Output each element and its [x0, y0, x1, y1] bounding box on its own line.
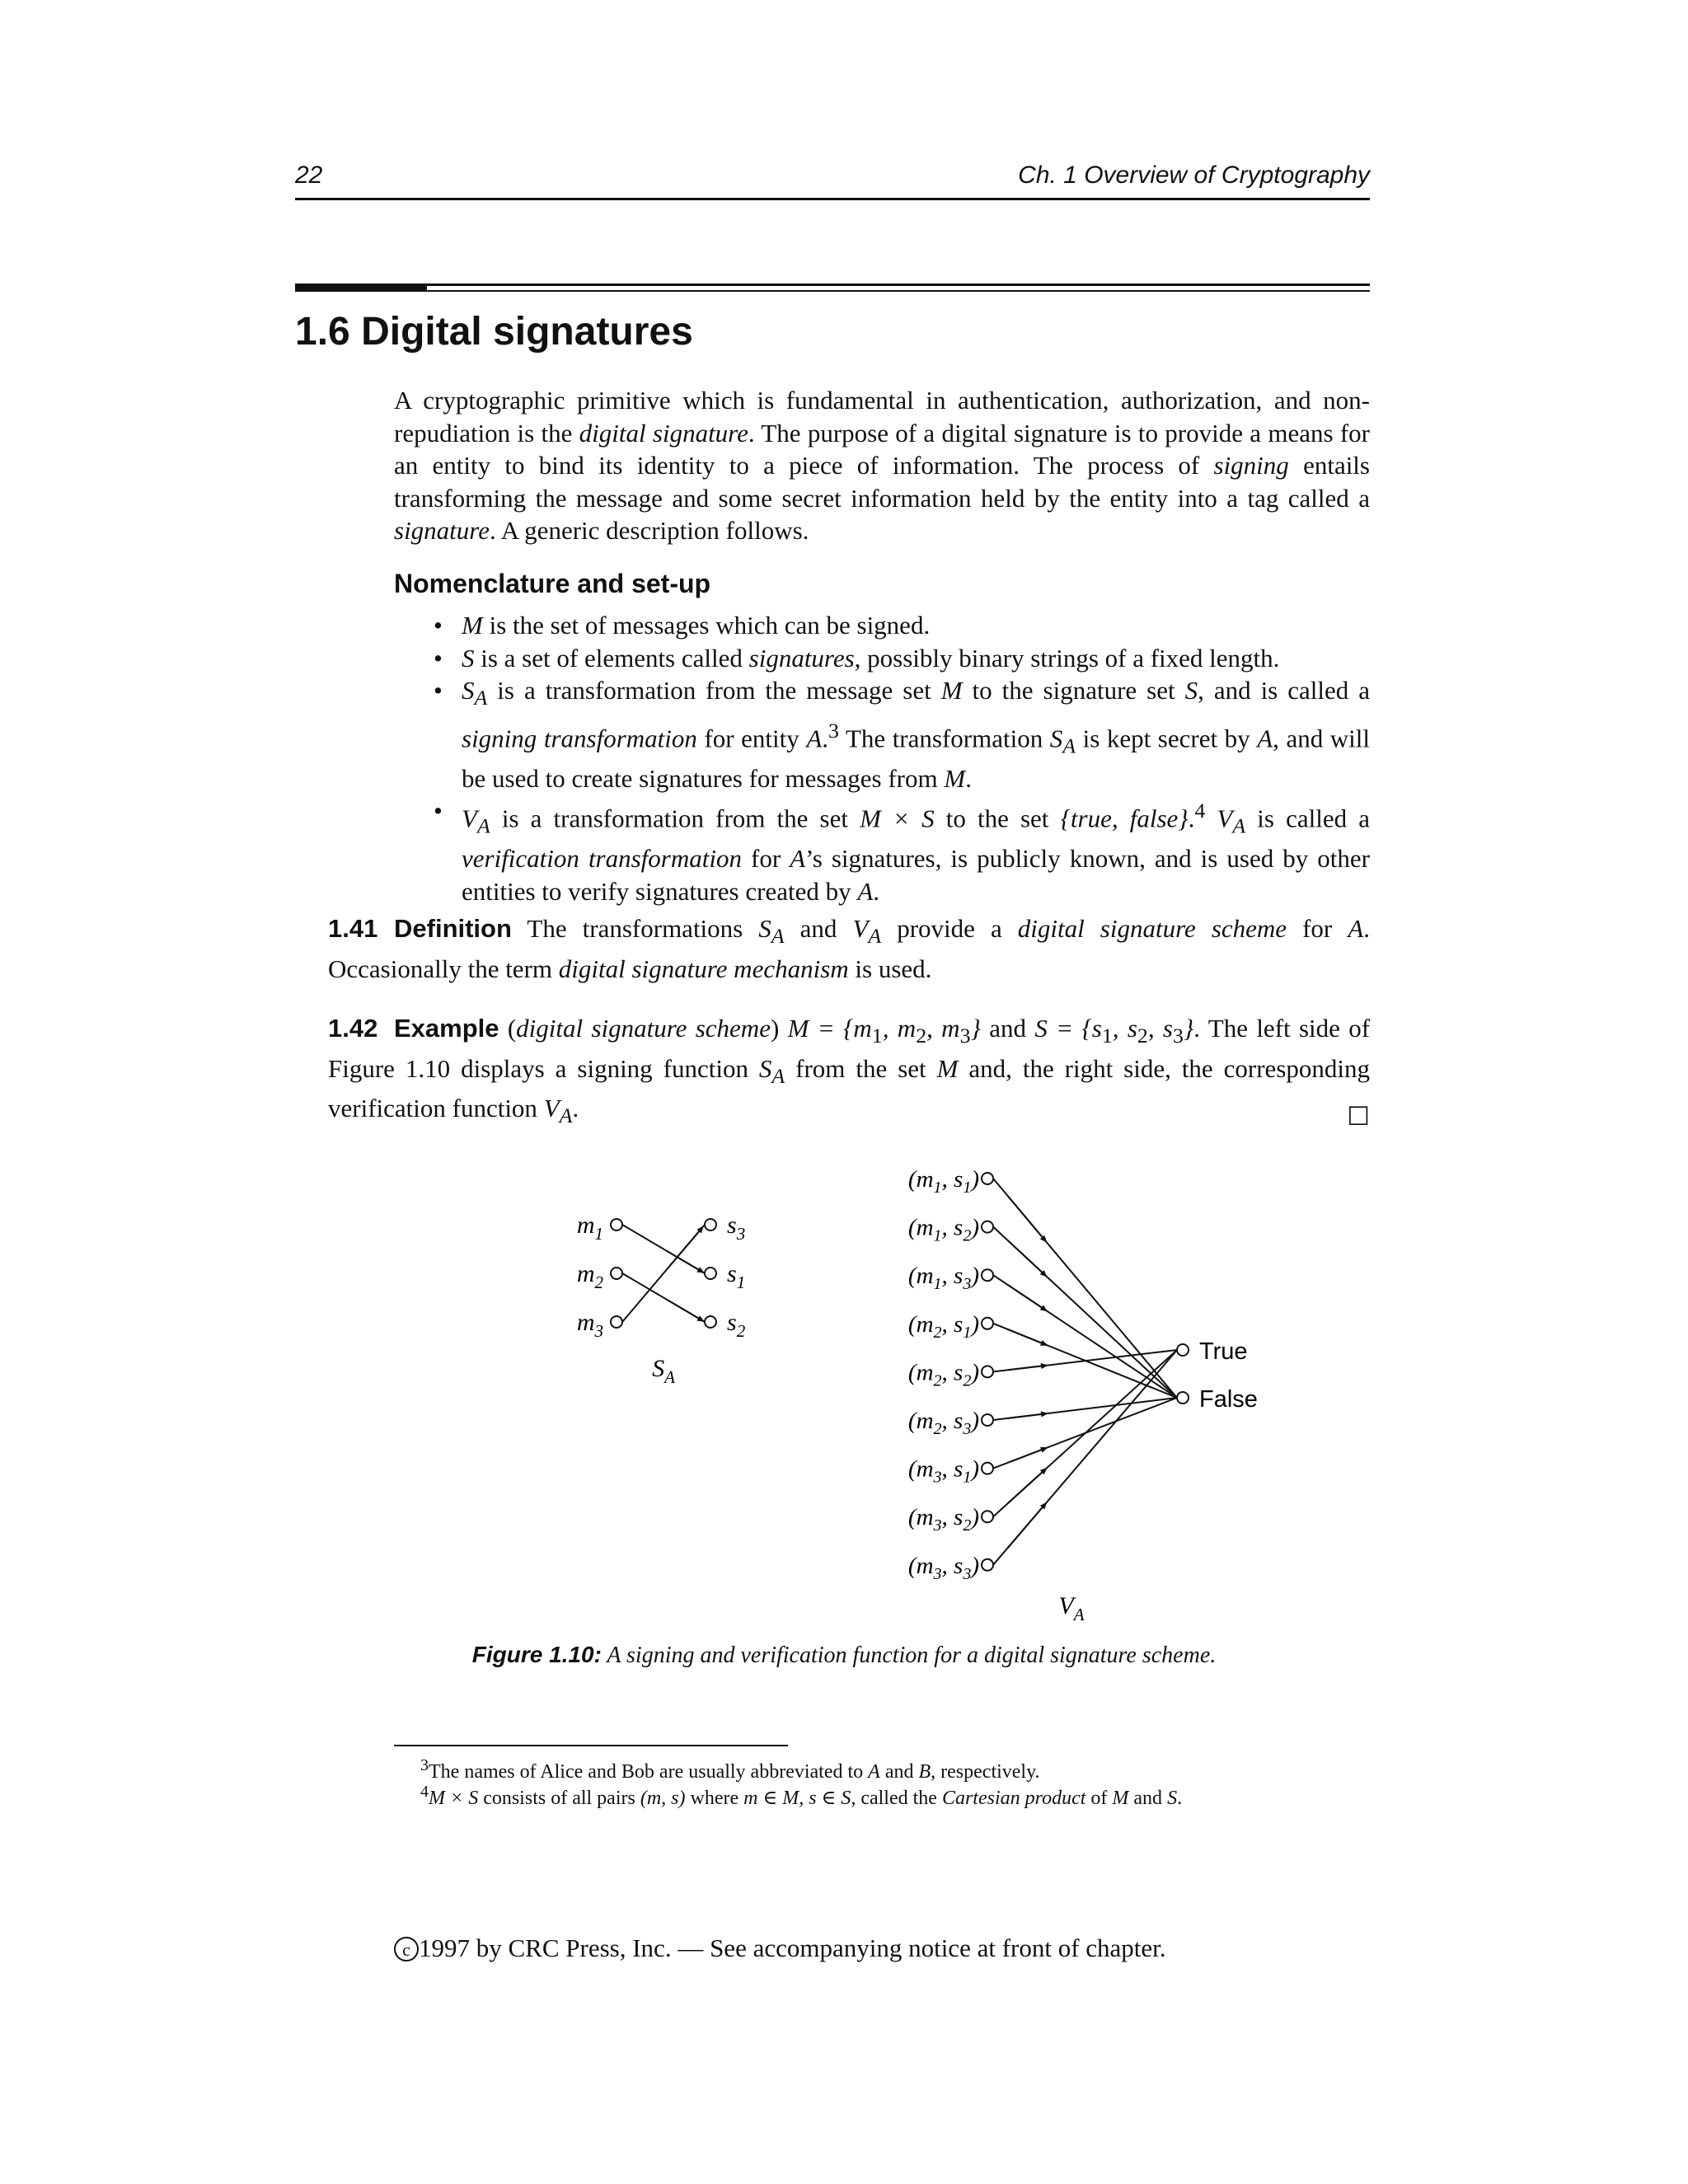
pair-label: ($m_2$, $s_2$) [907, 1359, 979, 1390]
text [1205, 804, 1217, 833]
math-subscript: A [1062, 733, 1076, 758]
footnote-number: 3 [420, 1756, 429, 1774]
section-rule-thick [295, 284, 427, 292]
text: . The left side of Figure 1.10 displays a signing function [328, 1014, 1371, 1083]
text: The names of Alice and Bob are usually abbreviated to [429, 1761, 869, 1783]
text: is called a [1245, 804, 1370, 833]
text: , and will be used to create signatures for messages from [462, 724, 1370, 793]
pair-label: ($m_3$, $s_1$) [907, 1455, 979, 1487]
math: A [1257, 724, 1273, 753]
qed-symbol: ☐ [1347, 1101, 1370, 1131]
pair-node [982, 1221, 993, 1233]
text: to the signature set [962, 676, 1185, 705]
math: M [940, 676, 963, 705]
signing-function-label: $S_A$ [652, 1355, 675, 1387]
math: B [918, 1761, 931, 1783]
math: S = {s [1034, 1014, 1102, 1043]
message-node [611, 1219, 622, 1230]
math: {true, false} [1060, 804, 1189, 833]
figure-signing-verification [544, 1147, 1286, 1625]
signature-node [705, 1316, 716, 1328]
text: . A generic description follows. [489, 516, 809, 545]
signature-label: $s_3$ [727, 1212, 746, 1244]
text: for entity [696, 724, 807, 753]
verification-arrowhead [1008, 1329, 1045, 1344]
pair-node [982, 1173, 993, 1184]
math-subscript: 2 [1137, 1024, 1148, 1048]
text: of [1085, 1788, 1113, 1809]
output-node [1177, 1392, 1189, 1404]
example-number: 1.42 [328, 1014, 378, 1043]
pair-node [982, 1559, 993, 1571]
message-label: $m_3$ [576, 1309, 603, 1341]
text: from the set [785, 1053, 937, 1083]
page-number: 22 [295, 162, 323, 189]
verification-arrowhead [1008, 1449, 1045, 1463]
math: m ∈ M, s ∈ S [743, 1788, 851, 1809]
emphasis: signature [394, 516, 490, 545]
math-subscript: 3 [1172, 1024, 1184, 1048]
emphasis: digital signature mechanism [558, 954, 849, 983]
text: . [822, 724, 829, 753]
math: (m, s) [640, 1788, 686, 1809]
caption-text: A signing and verification function for a digital signature scheme. [601, 1643, 1217, 1668]
math-subscript: A [559, 1104, 573, 1128]
pair-node [982, 1269, 993, 1281]
text: . [1177, 1788, 1183, 1809]
definition-label: Definition [394, 914, 512, 943]
math-subscript: A [771, 924, 785, 949]
message-node [611, 1316, 622, 1328]
text: is used. [848, 954, 932, 983]
example-label: Example [394, 1014, 499, 1043]
pair-node [982, 1511, 993, 1522]
math: } [1183, 1014, 1194, 1043]
math: A [868, 1761, 880, 1783]
text: A cryptographic primitive which is fundamental in authentication, authorization, and non-repudiation is the [394, 386, 1370, 448]
math: , m [882, 1014, 917, 1043]
math: M × S [429, 1788, 479, 1809]
emphasis: signatures [748, 643, 855, 673]
math: M [936, 1053, 959, 1083]
math: S [1184, 676, 1198, 705]
text: to the set [934, 804, 1061, 833]
footnote-4 [420, 1783, 1182, 1810]
math-subscript: 3 [959, 1024, 971, 1048]
math-subscript: A [476, 813, 490, 838]
emphasis: digital signature scheme [516, 1014, 771, 1043]
math: V [1217, 804, 1233, 833]
text: consists of all pairs [478, 1788, 640, 1809]
pair-label: ($m_2$, $s_1$) [907, 1310, 979, 1342]
math: S [758, 914, 771, 943]
math: A [1348, 914, 1364, 943]
list-item [394, 794, 1370, 907]
text: and, the right side, the corresponding verification function [328, 1053, 1370, 1123]
emphasis: signing [1213, 451, 1289, 480]
pair-label: ($m_3$, $s_3$) [907, 1552, 979, 1583]
text: . [1188, 804, 1195, 833]
footnote-3 [420, 1756, 1040, 1783]
verification-arrowhead [1008, 1196, 1045, 1240]
verification-arrowhead [1008, 1470, 1045, 1503]
message-node [611, 1268, 622, 1279]
text: . [572, 1094, 579, 1123]
text: , respectively. [931, 1761, 1040, 1783]
nomenclature-heading: Nomenclature and set-up [394, 569, 711, 598]
signing-arrowhead [668, 1229, 701, 1268]
text: for [1287, 914, 1348, 943]
text: , possibly binary strings of a fixed length. [854, 643, 1280, 673]
output-label: False [1199, 1386, 1258, 1413]
emphasis: digital signature scheme [1017, 914, 1287, 943]
math-subscript: A [1232, 813, 1246, 838]
math: M [944, 763, 966, 793]
text: . [873, 876, 880, 906]
pair-label: ($m_1$, $s_2$) [907, 1214, 979, 1245]
math-subscript: 2 [916, 1024, 927, 1048]
verification-arrowhead [1008, 1413, 1045, 1418]
pair-node [982, 1318, 993, 1329]
message-label: $m_2$ [576, 1260, 603, 1292]
emphasis: signing transformation [462, 724, 697, 753]
emphasis: Cartesian product [941, 1788, 1086, 1809]
math-subscript: 1 [1101, 1024, 1113, 1048]
math-subscript: A [868, 924, 882, 949]
footnote-marker[interactable]: 4 [1194, 799, 1206, 823]
footnote-number: 4 [420, 1783, 429, 1801]
copyright-symbol: c [394, 1937, 419, 1961]
text: entails transforming the message and some secret information held by the entity into a tag called a [394, 451, 1370, 513]
text: provide a [881, 914, 1018, 943]
math: M × S [860, 804, 935, 833]
math: V [852, 914, 869, 943]
math-subscript: A [474, 686, 488, 710]
math: , s [1147, 1014, 1173, 1043]
math: S [1049, 724, 1063, 753]
math: A [857, 876, 874, 906]
section-rule-thin [427, 284, 1370, 286]
emphasis: digital signature [579, 418, 748, 448]
bullet: • [434, 676, 443, 705]
pair-label: ($m_3$, $s_2$) [907, 1504, 979, 1535]
math: S [462, 676, 475, 705]
copyright-footer [394, 1933, 1166, 1963]
intro-paragraph [394, 384, 1370, 547]
text: The transformations [511, 914, 759, 943]
text: is a set of elements called [474, 643, 749, 673]
math: , m [926, 1014, 960, 1043]
text: and [784, 914, 853, 943]
verification-arrowhead [1008, 1366, 1045, 1370]
math: M = {m [787, 1014, 872, 1043]
text: is a transformation from the message set [487, 676, 941, 705]
copyright-text: 1997 by CRC Press, Inc. — See accompanying notice at front of chapter. [419, 1933, 1166, 1962]
math: V [543, 1094, 560, 1123]
verification-arrowhead [1008, 1285, 1045, 1310]
running-header [295, 162, 1370, 200]
figure-caption [0, 1642, 1688, 1669]
math: S [758, 1053, 772, 1083]
math: } [970, 1014, 981, 1043]
figure-edges [622, 1179, 1177, 1565]
list-item [394, 609, 1370, 642]
emphasis: verification transformation [462, 844, 742, 874]
bullet: • [434, 643, 443, 673]
math: M [462, 611, 483, 640]
output-node [1177, 1344, 1189, 1356]
text: is kept secret by [1076, 724, 1258, 753]
list-item [394, 642, 1370, 675]
signature-node [705, 1219, 716, 1230]
math: S [462, 643, 475, 673]
text: for [741, 844, 790, 874]
text: is the set of messages which can be signed. [482, 611, 931, 640]
math-subscript: 1 [871, 1024, 883, 1048]
section-title: 1.6 Digital signatures [295, 310, 693, 354]
message-label: $m_1$ [576, 1212, 603, 1244]
text: ’s signatures, is publicly known, and is used by other entities to verify signatures created by [462, 844, 1370, 906]
text: . [965, 763, 972, 793]
math: S [1167, 1788, 1178, 1809]
math: A [790, 844, 806, 874]
definition-number: 1.41 [328, 914, 378, 943]
text: . The purpose of a digital signature is to provide a means for an entity to bind its identity to a piece of information. The process of [394, 418, 1370, 480]
text: and [879, 1761, 919, 1783]
example-1-42 [328, 1012, 1370, 1132]
verification-arrowhead [1008, 1505, 1045, 1548]
footnote-marker[interactable]: 3 [828, 718, 839, 743]
chapter-title: Ch. 1 Overview of Cryptography [1018, 162, 1370, 189]
definition-1-41 [328, 912, 1370, 985]
bullet: • [434, 611, 443, 640]
nomenclature-list [394, 609, 1370, 907]
text: ( [499, 1014, 517, 1043]
math: V [462, 804, 477, 833]
text: , and is called a [1198, 676, 1370, 705]
text: The transformation [838, 724, 1050, 753]
figure-labels [577, 1166, 1258, 1624]
text: and [1128, 1788, 1168, 1809]
verification-arrowhead [1008, 1240, 1045, 1274]
signature-label: $s_1$ [727, 1260, 746, 1292]
signature-node [705, 1268, 716, 1279]
pair-node [982, 1366, 993, 1377]
caption-label: Figure 1.10: [471, 1642, 602, 1667]
pair-node [982, 1463, 993, 1474]
pair-label: ($m_1$, $s_3$) [907, 1263, 979, 1294]
math-subscript: A [771, 1063, 785, 1088]
verification-function-label: $V_A$ [1058, 1592, 1085, 1624]
text: and [980, 1014, 1035, 1043]
math: , s [1112, 1014, 1137, 1043]
footnote-rule [394, 1745, 788, 1746]
math: A [806, 724, 823, 753]
pair-node [982, 1414, 993, 1426]
pair-label: ($m_1$, $s_1$) [907, 1166, 979, 1197]
signature-label: $s_2$ [727, 1309, 746, 1341]
text: is a transformation from the set [490, 804, 860, 833]
pair-label: ($m_2$, $s_3$) [907, 1408, 979, 1438]
text: ) [770, 1014, 788, 1043]
bullet: • [434, 796, 443, 826]
text: . Occasionally the term [328, 914, 1370, 983]
section-rule-thin [427, 290, 1370, 292]
signing-arrowhead [668, 1300, 701, 1319]
output-label: True [1199, 1338, 1248, 1365]
text: where [685, 1788, 744, 1809]
list-item [394, 674, 1370, 794]
math: M [1112, 1788, 1129, 1809]
text: , called the [851, 1788, 942, 1809]
